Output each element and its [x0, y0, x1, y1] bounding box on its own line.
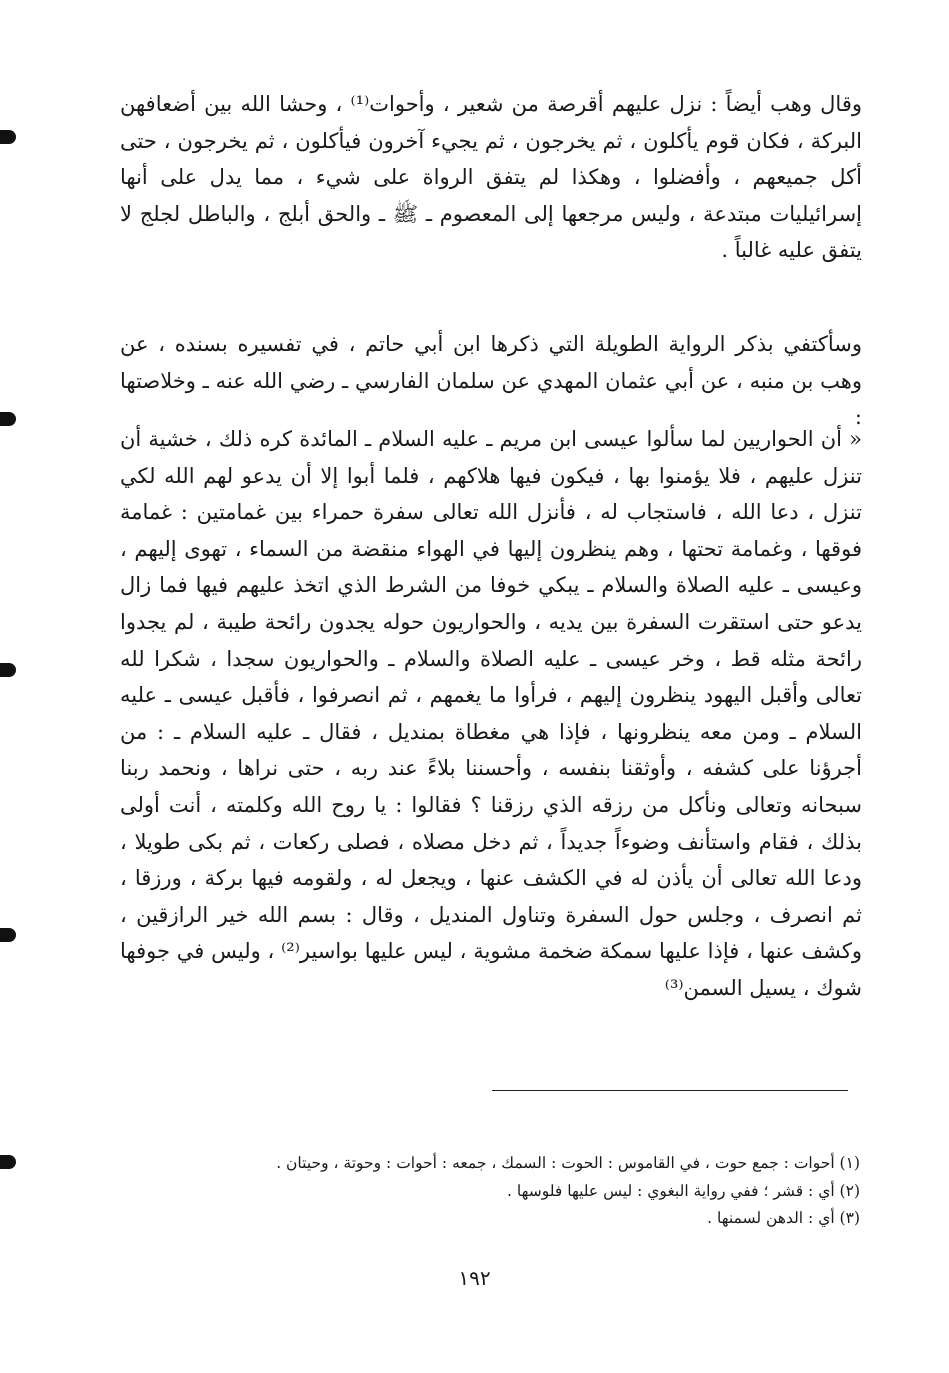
footnotes: [120, 1150, 860, 1233]
footnote-1: (١) أحوات : جمع حوت ، في القاموس : الحوت : السمك ، جمعه : أحوات : وحوتة ، وحيتان .: [276, 1154, 860, 1172]
margin-mark: [0, 1155, 16, 1169]
paragraph-text: وسأكتفي بذكر الرواية الطويلة التي ذكرها ابن أبي حاتم ، في تفسيره بسنده ، عن وهب بن منبه ، عن أبي عثمان المهدي عن سلمان الفارسي ـ رضي الله عنه ـ وخلاصتها :: [120, 332, 862, 430]
paragraph-text: وقال وهب أيضاً : نزل عليهم أقرصة من شعير ، وأحوات⁽¹⁾ ، وحشا الله بين أضعافهن البركة ، فكان قوم يأكلون ، ثم يخرجون ، ثم يجيء آخرون فيأكلون ، ثم يخرجون ، حتى أكل جميعهم ، وأفضلوا ، وهكذا لم يتفق الرواة على شيء ، مما يدل على أنها إسرائيليات مبتدعة ، وليس مرجعها إلى المعصوم ـ ﷺ ـ والحق أبلج ، والباطل لجلج لا يتفق عليه غالباً .: [120, 92, 863, 263]
paragraph-2: [120, 326, 862, 436]
margin-mark: [0, 663, 16, 677]
margin-mark: [0, 928, 16, 942]
paragraph-text: « أن الحواريين لما سألوا عيسى ابن مريم ـ عليه السلام ـ المائدة كره ذلك ، خشية أن تنزل عليهم ، فلا يؤمنوا بها ، فيكون فيها هلاكهم ، فلما أبوا إلا أن يدعو لهم الله لكي تنزل ، دعا الله ، فاستجاب له ، فأنزل الله تعالى سفرة حمراء بين غمامتين : غمامة فوقها ، وغمامة تحتها ، وهم ينظرون إليها في الهواء منقضة من السماء ، تهوى إليهم ، وعيسى ـ عليه الصلاة والسلام ـ يبكي خوفا من الشرط الذي اتخذ عليهم فيها فما زال يدعو حتى استقرت السفرة بين يديه ، والحواريون حوله يجدون رائحة طيبة ، لم يجدوا رائحة مثله قط ، وخر عيسى ـ عليه الصلاة والسلام ـ والحواريون سجدا ، شكرا لله تعالى وأقبل اليهود ينظرون إليهم ، فرأوا ما يغمهم ، ثم انصرفوا ، فأقبل عيسى ـ عليه السلام ـ ومن معه ينظرونها ، فإذا هي مغطاة بمنديل ، فقال ـ عليه السلام ـ : من أجرؤنا على كشفه ، وأوثقنا بنفسه ، وأحسننا بلاءً عند ربه ، حتى نراها ، ونحمد ربنا سبحانه وتعالى ونأكل من رزقه الذي رزقنا ؟ فقالوا : يا روح الله وكلمته ، أنت أولى بذلك ، فقام واستأنف وضوءاً جديداً ، ثم دخل مصلاه ، فصلى ركعات ، ثم بكى طويلا ، ودعا الله تعالى أن يأذن له في الكشف عنها ، ويجعل له ، ولقومه فيها بركة ، ورزقا ، ثم انصرف ، وجلس حول السفرة وتناول المنديل ، وقال : بسم الله خير الرازقين ، وكشف عنها ، فإذا عليها سمكة ضخمة مشوية ، ليس عليها بواسير⁽²⁾ ، وليس في جوفها شوك ، يسيل السمن⁽³⁾: [120, 427, 862, 1000]
footnote-divider: [492, 1090, 848, 1091]
paragraph-3: [120, 421, 862, 1007]
paragraph-1: [120, 86, 862, 269]
footnote-3: (٣) أي : الدهن لسمنها .: [707, 1209, 860, 1227]
margin-mark: [0, 130, 16, 144]
footnote-2: (٢) أي : قشر ؛ ففي رواية البغوي : ليس عليها فلوسها .: [507, 1181, 860, 1200]
margin-mark: [0, 412, 16, 426]
page-number: ١٩٢: [458, 1266, 491, 1290]
